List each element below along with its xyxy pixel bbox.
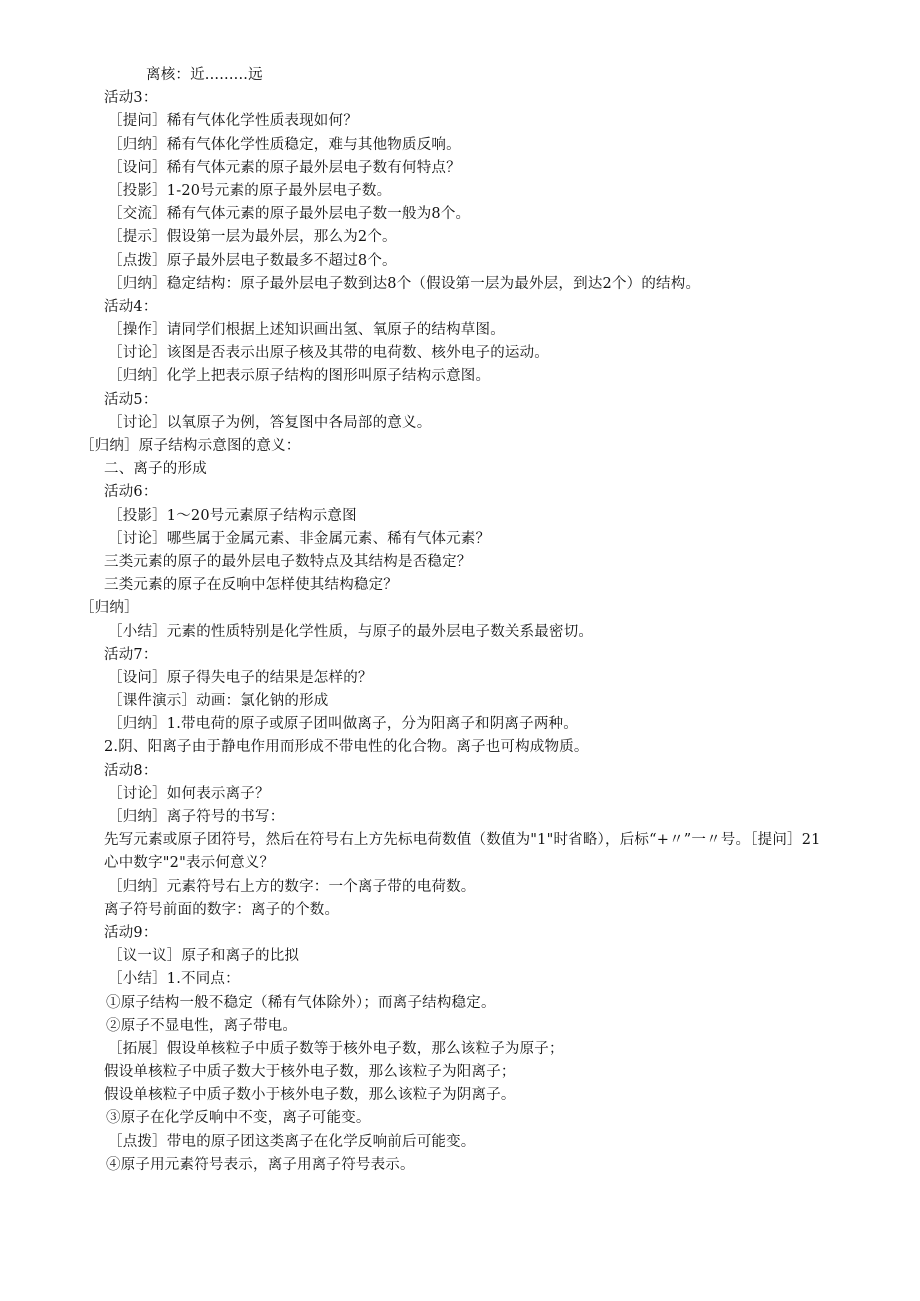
text-line: ［交流］稀有气体元素的原子最外层电子数一般为8个。: [108, 206, 471, 223]
section-heading: 二、离子的形成: [104, 461, 207, 478]
text-line: 2.阴、阳离子由于静电作用而形成不带电性的化合物。离子也可构成物质。: [104, 739, 589, 756]
activity-heading: 活动7：: [104, 646, 158, 663]
text-line: ［点拨］带电的原子团这类离子在化学反响前后可能变。: [108, 1133, 476, 1150]
text-line: ④原子用元素符号表示，离子用离子符号表示。: [106, 1156, 415, 1173]
activity-heading: 活动6：: [104, 484, 158, 501]
text-line: ［归纳］1.带电荷的原子或原子团叫做离子，分为阳离子和阴离子两种。: [108, 716, 578, 733]
text-line: ［小结］元素的性质特别是化学性质，与原子的最外层电子数关系最密切。: [108, 623, 594, 640]
text-line: ［讨论］哪些属于金属元素、非金属元素、稀有气体元素？: [108, 530, 491, 547]
text-line: ［归纳］化学上把表示原子结构的图形叫原子结构示意图。: [108, 368, 491, 385]
text-line: 假设单核粒子中质子数小于核外电子数，那么该粒子为阴离子。: [104, 1087, 516, 1104]
text-line: ［设问］原子得失电子的结果是怎样的？: [108, 669, 373, 686]
text-line: ①原子结构一般不稳定（稀有气体除外）；而离子结构稳定。: [106, 994, 496, 1011]
text-line: 离子符号前面的数字：离子的个数。: [104, 901, 340, 918]
text-line: ［讨论］如何表示离子？: [108, 785, 270, 802]
text-line: ②原子不显电性，离子带电。: [106, 1017, 298, 1034]
text-line: ［归纳］离子符号的书写：: [108, 809, 285, 825]
document-body: [0, 64, 920, 1177]
text-line: 离核：近.........远: [146, 67, 263, 83]
text-line: ［讨论］以氧原子为例，答复图中各局部的意义。: [108, 414, 432, 431]
text-line: ［设问］稀有气体元素的原子最外层电子数有何特点？: [108, 159, 461, 176]
text-line: ［提示］假设第一层为最外层，那么为2个。: [108, 229, 397, 246]
activity-heading: 活动4：: [104, 298, 158, 315]
activity-heading: 活动9：: [104, 924, 158, 941]
text-line: ［归纳］稀有气体化学性质稳定，难与其他物质反响。: [108, 136, 461, 153]
text-line: ［点拨］原子最外层电子数最多不超过8个。: [108, 252, 397, 269]
text-line: 三类元素的原子的最外层电子数特点及其结构是否稳定？: [104, 553, 472, 570]
text-line: 假设单核粒子中质子数大于核外电子数，那么该粒子为阳离子；: [104, 1064, 516, 1081]
text-line: ［拓展］假设单核粒子中质子数等于核外电子数，那么该粒子为原子；: [108, 1040, 564, 1057]
text-line: ［课件演示］动画：氯化钠的形成: [108, 693, 329, 710]
text-line: ［提问］稀有气体化学性质表现如何？: [108, 113, 358, 130]
text-line: ［讨论］该图是否表示出原子核及其带的电荷数、核外电子的运动。: [108, 345, 549, 362]
text-line: ［归纳］元素符号右上方的数字：一个离子带的电荷数。: [108, 878, 476, 895]
text-line: ［归纳］原子结构示意图的意义：: [80, 438, 301, 454]
text-line: ［小结］1.不同点：: [108, 971, 240, 988]
text-line: ［归纳］: [80, 600, 139, 617]
text-line: ［议一议］原子和离子的比拟: [108, 948, 300, 965]
text-line: ［操作］请同学们根据上述知识画出氢、氧原子的结构草图。: [108, 322, 505, 339]
activity-heading: 活动3：: [104, 90, 158, 107]
text-line: ［投影］1～20号元素原子结构示意图: [108, 507, 357, 524]
text-line: ［投影］1-20号元素的原子最外层电子数。: [108, 182, 392, 199]
activity-heading: 活动5：: [104, 391, 158, 408]
text-line: 三类元素的原子在反响中怎样使其结构稳定？: [104, 577, 398, 594]
text-line: ③原子在化学反响中不变，离子可能变。: [106, 1110, 371, 1127]
text-line: ［归纳］稳定结构：原子最外层电子数到达8个（假设第一层为最外层，到达2个）的结构。: [108, 275, 701, 292]
activity-heading: 活动8：: [104, 762, 158, 779]
paragraph-wrapped: 先写元素或原子团符号，然后在符号右上方先标电荷数值（数值为"1"时省略），后标“+〃”一〃号。［提问］21心中数字"2"表示何意义？: [104, 832, 821, 872]
